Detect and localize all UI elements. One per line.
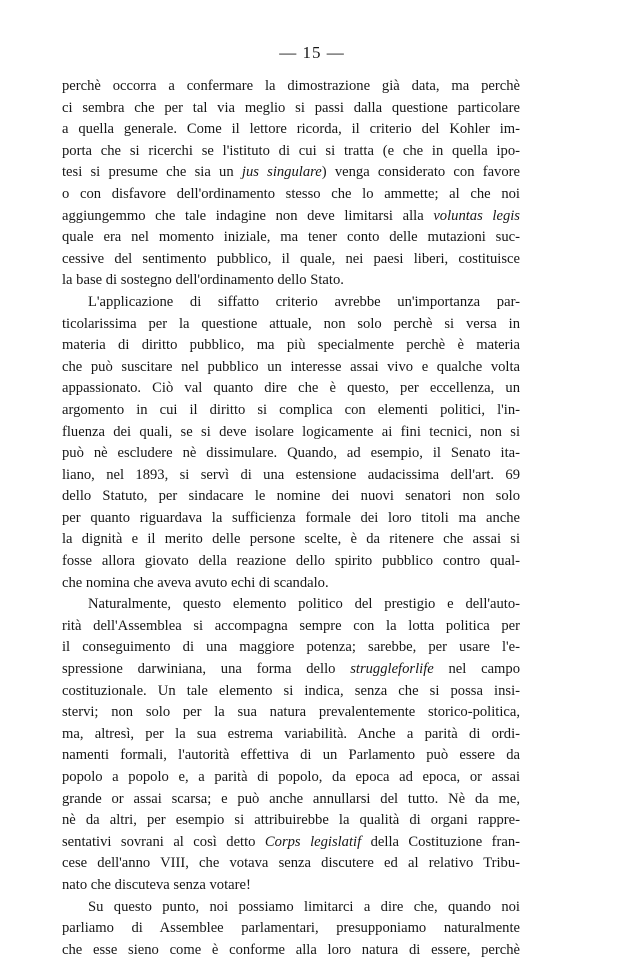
paragraph (62, 76, 520, 292)
paragraph (62, 897, 520, 961)
text-line: L'applicazione di siffatto criterio avrebbe un'importanza par- (88, 293, 520, 310)
text-line: cese dell'anno VIII, che votava senza discutere ed al relativo Tribu- (62, 855, 520, 872)
text-line: costituzionale. Un tale elemento si indica, senza che si possa insi- (62, 682, 520, 699)
text-line: parliamo di Assemblee parlamentari, presupponiamo naturalmente (62, 920, 520, 937)
paragraph (62, 292, 520, 594)
text-line: Su questo punto, noi possiamo limitarci a dire che, quando noi (88, 898, 520, 915)
paragraph (62, 594, 520, 896)
text-line: o con disfavore dell'ordinamento stesso che lo ammette; al che noi (62, 185, 520, 202)
text-line: appassionato. Ciò val quanto dire che è questo, per eccellenza, un (62, 380, 520, 397)
text-line: che nomina che aveva avuto echi di scandalo. (62, 574, 329, 591)
text-line: grande or assai scarsa; e può anche annullarsi del tutto. Nè da me, (62, 790, 520, 807)
text-line: spressione darwiniana, una forma dello struggleforlife nel campo (62, 661, 520, 678)
body-text (62, 76, 520, 961)
text-line: perchè occorra a confermare la dimostrazione già data, ma perchè (62, 78, 520, 94)
text-line: liano, nel 1893, si servì di una estensione audacissima dell'art. 69 (62, 466, 520, 483)
text-line: sentativi sovrani al così detto Corps legislatif della Costituzione fran- (62, 833, 521, 850)
text-line: che esse sieno come è conforme alla loro natura di essere, perchè (62, 941, 520, 958)
text-line: può nè escludere nè dissimulare. Quando, ad esempio, il Senato ita- (62, 445, 520, 462)
text-line: fosse allora giovato della reazione dello spirito pubblico contro qual- (62, 553, 520, 570)
text-line: rità dell'Assemblea si accompagna sempre con la lotta politica per (62, 617, 520, 634)
text-line: stervi; non solo per la sua natura prevalentemente storico-politica, (62, 704, 520, 721)
text-line: porta che si ricerchi se l'istituto di cui si tratta (e che in quella ipo- (62, 142, 520, 159)
text-line: ci sembra che per tal via meglio si passi dalla questione particolare (62, 99, 520, 116)
italic-term: Corps legislatif (264, 833, 362, 850)
text-line: argomento in cui il diritto si complica con elementi politici, l'in- (62, 401, 520, 418)
italic-term: struggleforlife (350, 661, 434, 678)
text-line: dello Statuto, per sindacare le nomine dei nuovi senatori non solo (62, 488, 520, 505)
text-line: per quanto riguardava la sufficienza formale dei loro titoli ma anche (62, 509, 520, 526)
text-line: nè da altri, per esempio si attribuirebbe la qualità di organi rappre- (62, 812, 520, 829)
text-line: aggiungemmo che tale indagine non deve limitarsi alla voluntas legis (62, 207, 520, 224)
text-line: namenti formali, l'autorità effettiva di un Parlamento può essere da (62, 747, 520, 764)
text-line: Naturalmente, questo elemento politico del prestigio e dell'auto- (88, 596, 520, 613)
text-line: popolo a popolo e, a parità di popolo, da epoca ad epoca, or assai (62, 769, 520, 785)
text-line: materia di diritto pubblico, ma più specialmente perchè è materia (62, 337, 520, 354)
text-line: la dignità e il merito delle persone scelte, è da ritenere che assai si (62, 531, 520, 548)
text-line: a quella generale. Come il lettore ricorda, il criterio del Kohler im- (62, 121, 520, 138)
text-line: il conseguimento di una maggiore potenza; sarebbe, per usare l'e- (62, 639, 520, 656)
text-line: fluenza dei quali, se si deve isolare logicamente ai fini tecnici, non si (62, 423, 520, 440)
text-line: ma, altresì, per la sua estrema variabilità. Anche a parità di ordi- (62, 725, 520, 742)
italic-term: jus singulare (241, 164, 322, 181)
text-line: la base di sostegno dell'ordinamento dello Stato. (62, 272, 344, 289)
text-line: nato che discuteva senza votare! (62, 876, 251, 893)
text-line: tesi si presume che sia un jus singulare) venga considerato con favore (62, 164, 520, 181)
text-line: che può suscitare nel pubblico un interesse assai vivo e qualche volta (62, 358, 520, 375)
page-number: — 15 — (279, 43, 345, 62)
text-line: quale era nel momento iniziale, ma tener conto delle mutazioni suc- (62, 229, 520, 246)
text-line: cessive del sentimento pubblico, il quale, nei paesi liberi, costituisce (62, 250, 520, 267)
text-line: ticolarissima per la questione attuale, non solo perchè si versa in (62, 315, 520, 332)
italic-term: voluntas legis (433, 207, 520, 224)
